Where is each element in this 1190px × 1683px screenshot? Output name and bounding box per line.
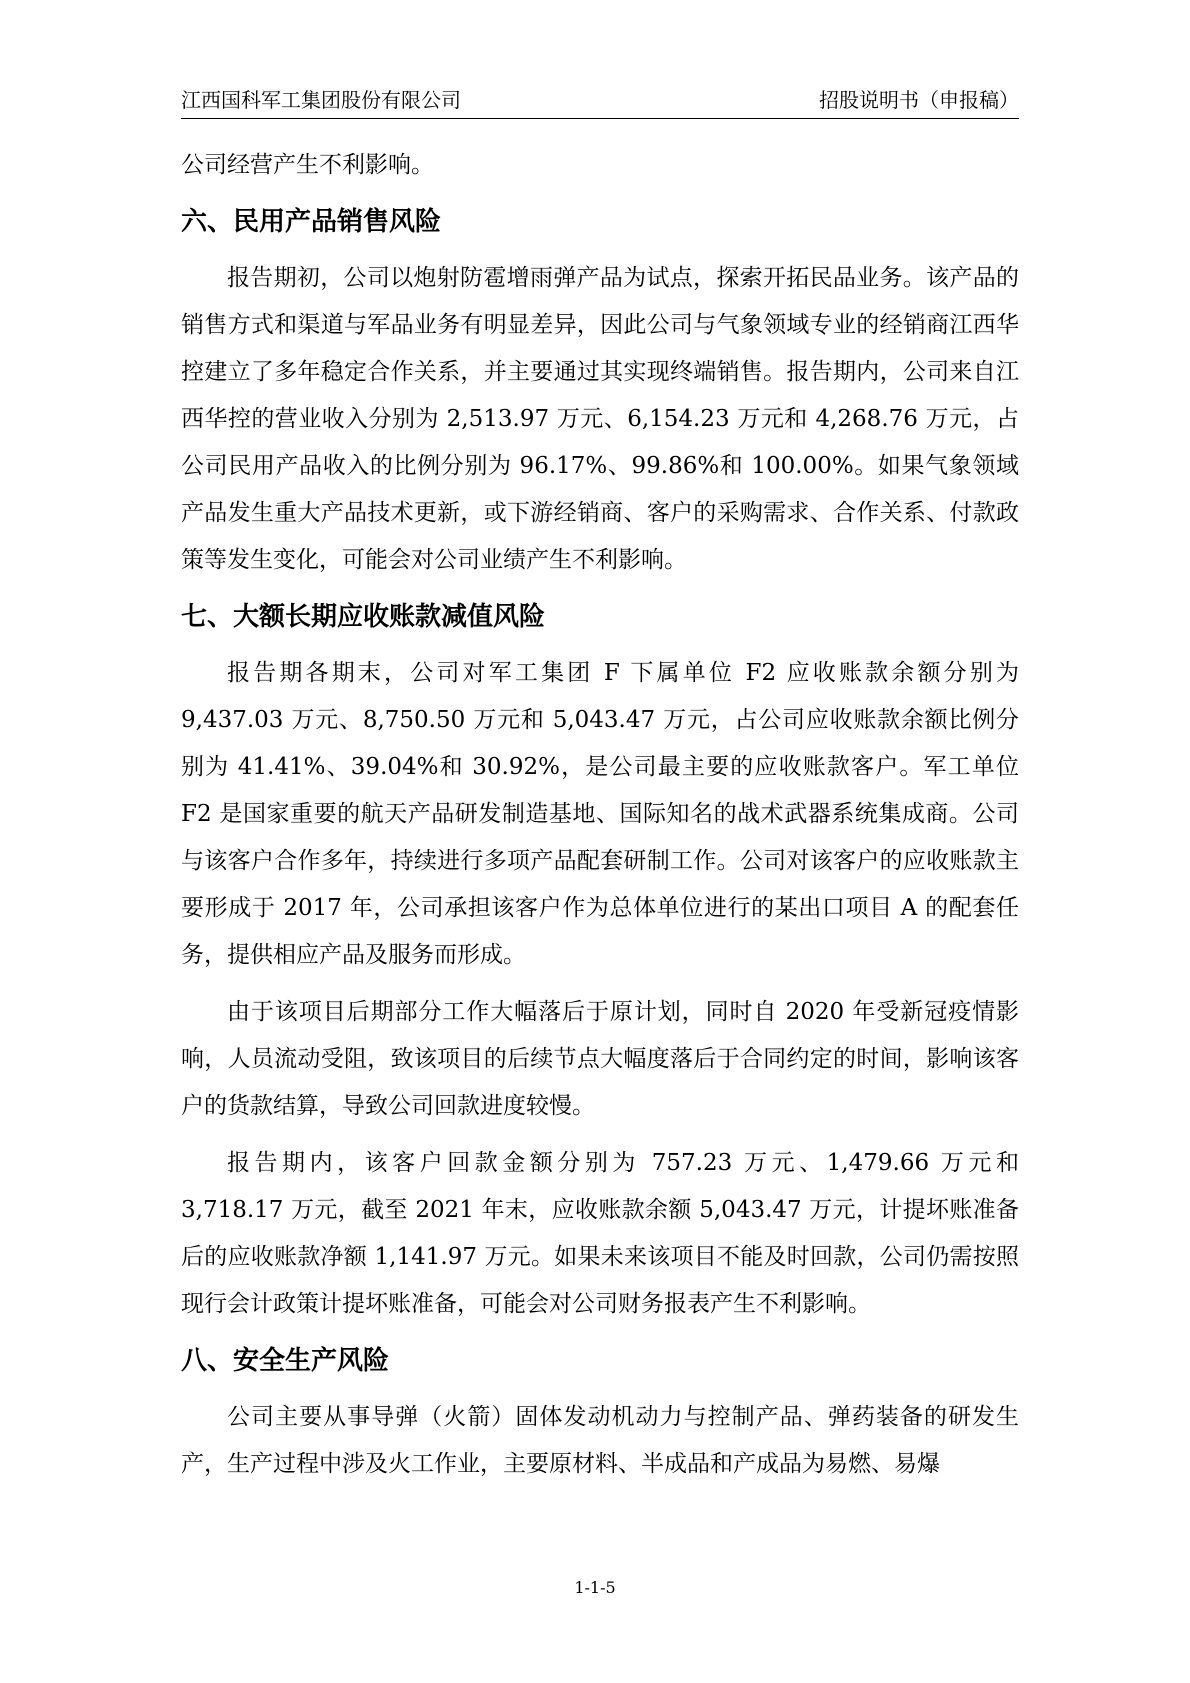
paragraph: 报告期各期末，公司对军工集团 F 下属单位 F2 应收账款余额分别为 9,437.03 万元、8,750.50 万元和 5,043.47 万元，占公司应收账款余额比例分别为 41.41%、39.04%和 30.92%，是公司最主要的应收账款客户。军工单位 F2 是国家重要的航天产品研发制造基地、国际知名的战术武器系统集成商。公司与该客户合作多年，持续进行多项产品配套研制工作。公司对该客户的应收账款主要形成于 2017 年，公司承担该客户作为总体单位进行的某出口项目 A 的配套任务，提供相应产品及服务而形成。 bbox=[181, 660, 1019, 968]
page-number: 1-1-5 bbox=[574, 1578, 616, 1597]
paragraph: 报告期初，公司以炮射防雹增雨弹产品为试点，探索开拓民品业务。该产品的销售方式和渠道与军品业务有明显差异，因此公司与气象领域专业的经销商江西华控建立了多年稳定合作关系，并主要通过其实现终端销售。报告期内，公司来自江西华控的营业收入分别为 2,513.97 万元、6,154.23 万元和 4,268.76 万元，占公司民用产品收入的比例分别为 96.17%、99.86%和 100.00%。如果气象领域产品发生重大产品技术更新，或下游经销商、客户的采购需求、合作关系、付款政策等发生变化，可能会对公司业绩产生不利影响。 bbox=[181, 265, 1019, 573]
page-header bbox=[181, 84, 1019, 119]
section-heading-safety-risk: 八、安全生产风险 bbox=[181, 1346, 390, 1376]
paragraph: 公司主要从事导弹（火箭）固体发动机动力与控制产品、弹药装备的研发生产，生产过程中涉及火工作业，主要原材料、半成品和产成品为易燃、易爆 bbox=[181, 1404, 1019, 1477]
paragraph: 由于该项目后期部分工作大幅落后于原计划，同时自 2020 年受新冠疫情影响，人员流动受阻，致该项目的后续节点大幅度落后于合同约定的时间，影响该客户的货款结算，导致公司回款进度较慢。 bbox=[181, 999, 1019, 1119]
continued-paragraph: 公司经营产生不利影响。 bbox=[181, 152, 434, 178]
header-document-type: 招股说明书（申报稿） bbox=[819, 88, 1019, 112]
header-company-name: 江西国科军工集团股份有限公司 bbox=[181, 88, 461, 112]
document-body bbox=[181, 142, 1019, 1488]
section-heading-civil-sales-risk: 六、民用产品销售风险 bbox=[181, 207, 442, 237]
paragraph: 报告期内，该客户回款金额分别为 757.23 万元、1,479.66 万元和 3,718.17 万元，截至 2021 年末，应收账款余额 5,043.47 万元，计提坏账准备后的应收账款净额 1,141.97 万元。如果未来该项目不能及时回款，公司仍需按照现行会计政策计提坏账准备，可能会对公司财务报表产生不利影响。 bbox=[181, 1150, 1019, 1317]
section-heading-receivables-risk: 七、大额长期应收账款减值风险 bbox=[181, 602, 546, 632]
